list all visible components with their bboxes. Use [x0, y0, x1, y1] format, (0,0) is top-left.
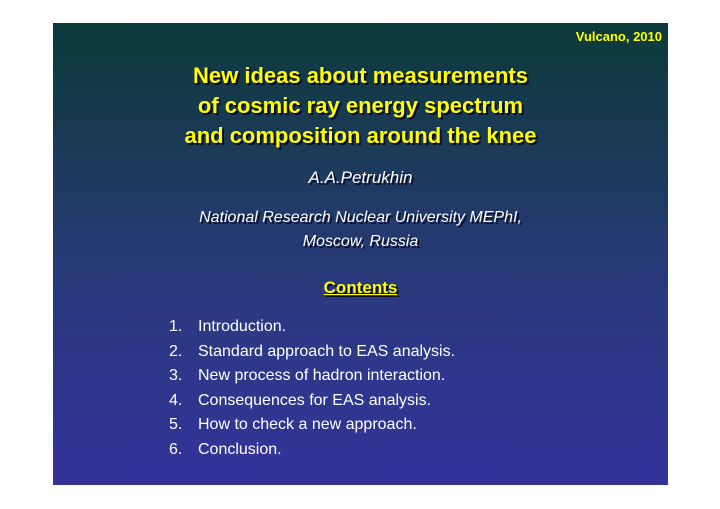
title-line-3: and composition around the knee: [184, 123, 537, 148]
list-item: [169, 438, 455, 463]
title-line-1: New ideas about measurements: [192, 63, 528, 88]
list-item: [169, 389, 455, 414]
list-item: [169, 340, 455, 365]
list-item: [169, 364, 455, 389]
item-number: 2.: [169, 342, 183, 360]
item-number: 1.: [169, 318, 183, 335]
item-number: 6.: [169, 440, 183, 458]
item-text: Conclusion.: [198, 440, 282, 458]
list-item: [169, 413, 455, 438]
item-text: How to check a new approach.: [198, 416, 417, 433]
affiliation: [53, 206, 668, 254]
title-line-2: of cosmic ray energy spectrum: [197, 93, 524, 118]
conference-label: Vulcano, 2010: [575, 29, 662, 44]
affiliation-line-1: National Research Nuclear University MEPhI,: [199, 209, 522, 226]
slide: [53, 23, 668, 485]
item-number: 3.: [169, 367, 183, 384]
contents-heading: Contents: [323, 278, 398, 297]
item-text: Introduction.: [198, 318, 287, 335]
slide-title: [53, 61, 668, 151]
affiliation-line-2: Moscow, Russia: [302, 233, 419, 250]
item-text: Standard approach to EAS analysis.: [198, 342, 456, 360]
item-text: Consequences for EAS analysis.: [198, 391, 432, 409]
author-name: A.A.Petrukhin: [308, 168, 413, 187]
item-number: 5.: [169, 416, 183, 433]
item-number: 4.: [169, 391, 183, 409]
list-item: [169, 315, 455, 340]
contents-list: [169, 315, 455, 462]
item-text: New process of hadron interaction.: [198, 367, 446, 384]
